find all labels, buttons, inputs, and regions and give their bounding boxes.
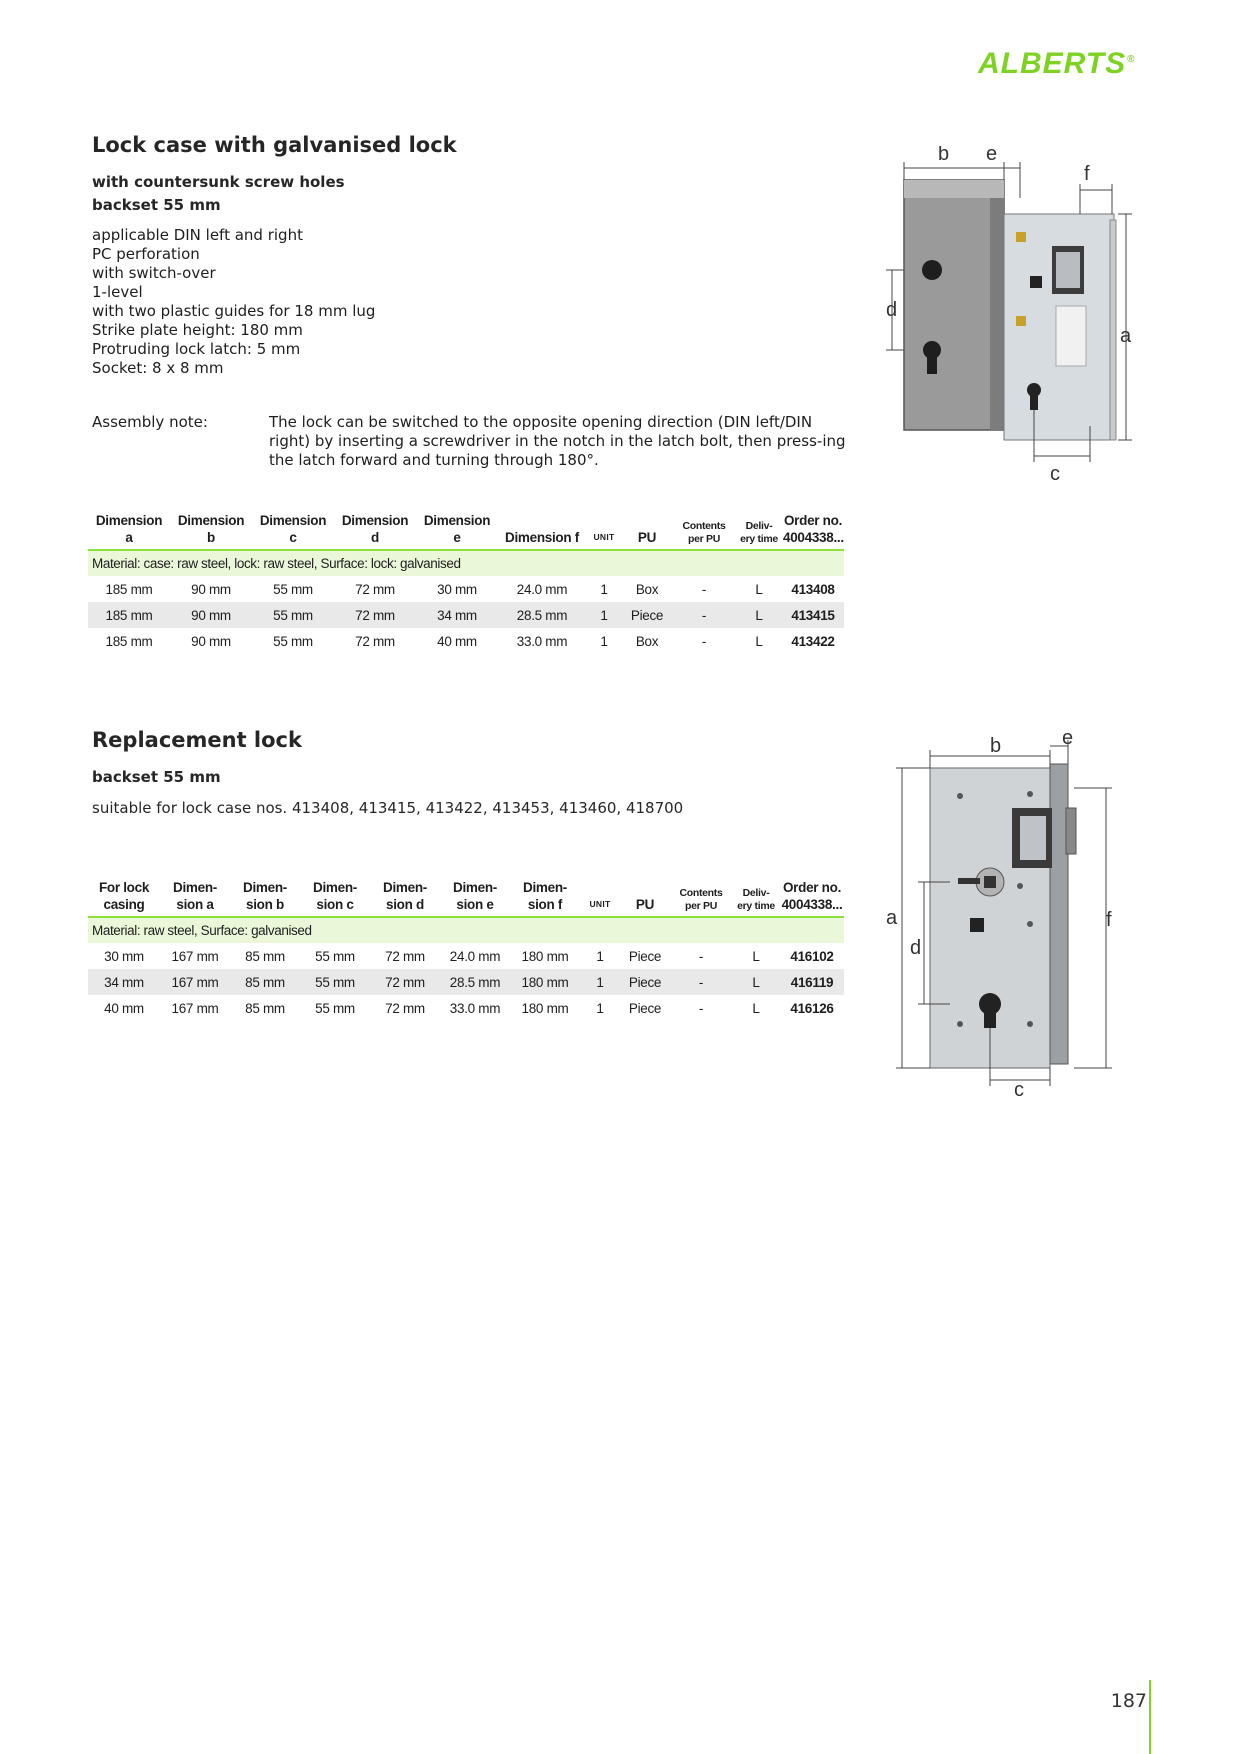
- table-row: [88, 576, 844, 602]
- cell-a: 167 mm: [171, 948, 219, 964]
- cell-delivery: L: [736, 602, 782, 628]
- col-contents: Contents per PU: [682, 520, 726, 545]
- dim-label-a: a: [886, 907, 898, 929]
- cell-for: 34 mm: [88, 969, 160, 995]
- material-row: [88, 917, 844, 943]
- col-unit: UNIT: [589, 899, 611, 909]
- brand-logo: [978, 47, 1148, 87]
- col-unit: UNIT: [593, 532, 615, 542]
- feature-list: [92, 226, 375, 378]
- dim-label-a: a: [1120, 325, 1132, 347]
- col-delivery: Deliv- ery time: [737, 887, 775, 912]
- material-row: [88, 550, 844, 576]
- col-for-lock-casing: For lock casing: [98, 880, 150, 912]
- cell-unit: 1: [580, 969, 620, 995]
- dim-label-b: b: [990, 735, 1002, 757]
- cell-f: 180 mm: [521, 1000, 569, 1016]
- cell-c: 55 mm: [273, 633, 313, 649]
- cell-contents: -: [672, 602, 736, 628]
- cell-unit: 1: [600, 633, 608, 649]
- dim-label-d: d: [886, 299, 898, 321]
- cell-order-no: 416119: [780, 969, 844, 995]
- cell-unit: 1: [596, 948, 604, 964]
- cell-b: 85 mm: [245, 1000, 285, 1016]
- cell-pu: Piece: [620, 969, 670, 995]
- registered-mark: ®: [1127, 54, 1136, 65]
- material-text: Material: raw steel, Surface: galvanised: [88, 917, 844, 943]
- cell-f: 180 mm: [521, 948, 569, 964]
- feature-item: with two plastic guides for 18 mm lug: [92, 302, 376, 320]
- cell-delivery: L: [752, 1000, 760, 1016]
- cell-a: 167 mm: [171, 1000, 219, 1016]
- col-dimension-d: Dimension d: [341, 513, 409, 545]
- cell-delivery: L: [752, 948, 760, 964]
- col-dimension-c: Dimen- sion c: [313, 880, 357, 912]
- cell-d: 72 mm: [334, 602, 416, 628]
- cell-order-no: 413415: [782, 602, 844, 628]
- cell-b: 90 mm: [170, 602, 252, 628]
- assembly-note-label: Assembly note:: [92, 413, 208, 431]
- cell-pu: Piece: [628, 1000, 662, 1016]
- dim-label-c: c: [1014, 1079, 1024, 1100]
- cell-d: 72 mm: [385, 1000, 425, 1016]
- cell-contents: -: [698, 948, 704, 964]
- col-delivery: Deliv- ery time: [740, 520, 778, 545]
- cell-f: 33.0 mm: [516, 633, 568, 649]
- subtitle-backset: backset 55 mm: [92, 196, 221, 214]
- subtitle-backset: backset 55 mm: [92, 768, 221, 786]
- feature-item: applicable DIN left and right: [92, 226, 303, 244]
- dim-label-b: b: [938, 146, 950, 165]
- brand-name: ALBERTS: [978, 47, 1127, 80]
- cell-e: 28.5 mm: [440, 969, 510, 995]
- assembly-note-text: The lock can be switched to the opposite opening direction (DIN left/DIN right) by inserting a screwdriver in the notch in the latch bolt, then press-ing the latch forward and turning through 180°.: [269, 413, 846, 469]
- cell-pu: Piece: [622, 602, 672, 628]
- dim-label-d: d: [910, 937, 922, 959]
- feature-item: 1-level: [92, 283, 143, 301]
- cell-c: 55 mm: [315, 948, 355, 964]
- subtitle-countersunk: with countersunk screw holes: [92, 173, 345, 191]
- dim-label-f: f: [1084, 163, 1090, 185]
- lock-case-spec-table: [88, 512, 844, 654]
- lock-case-drawing: [880, 146, 1142, 486]
- feature-item: Protruding lock latch: 5 mm: [92, 340, 301, 358]
- cell-pu: Piece: [628, 948, 662, 964]
- replacement-lock-drawing: [880, 728, 1142, 1100]
- cell-order-no: 416126: [790, 1000, 834, 1016]
- cell-b: 85 mm: [230, 969, 300, 995]
- cell-f: 180 mm: [510, 969, 580, 995]
- replacement-lock-spec-table: [88, 879, 844, 1021]
- cell-b: 90 mm: [191, 581, 231, 597]
- dim-label-e: e: [986, 146, 998, 165]
- col-dimension-a: Dimen- sion a: [173, 880, 217, 912]
- cell-a: 185 mm: [105, 581, 153, 597]
- col-pu: PU: [635, 897, 655, 912]
- table-header-row: [88, 512, 844, 550]
- feature-item: Socket: 8 x 8 mm: [92, 359, 224, 377]
- col-dimension-f: Dimen- sion f: [523, 880, 567, 912]
- cell-d: 72 mm: [385, 948, 425, 964]
- cell-a: 167 mm: [160, 969, 230, 995]
- col-order-no: Order no. 4004338...: [783, 513, 844, 545]
- cell-delivery: L: [755, 581, 763, 597]
- page-number: 187: [1110, 1690, 1147, 1712]
- cell-pu: Box: [635, 581, 659, 597]
- cell-c: 55 mm: [252, 602, 334, 628]
- cell-delivery: L: [732, 969, 780, 995]
- table-row: [88, 969, 844, 995]
- cell-c: 55 mm: [300, 969, 370, 995]
- cell-contents: -: [701, 633, 707, 649]
- cell-contents: -: [701, 581, 707, 597]
- dim-label-e: e: [1062, 728, 1074, 749]
- feature-item: PC perforation: [92, 245, 200, 263]
- col-dimension-d: Dimen- sion d: [383, 880, 427, 912]
- col-contents: Contents per PU: [679, 887, 723, 912]
- col-dimension-a: Dimension a: [95, 513, 163, 545]
- feature-item: Strike plate height: 180 mm: [92, 321, 303, 339]
- cell-unit: 1: [596, 1000, 604, 1016]
- material-text: Material: case: raw steel, lock: raw steel, Surface: lock: galvanised: [88, 550, 844, 576]
- table-row: [88, 628, 844, 654]
- cell-order-no: 416102: [790, 948, 834, 964]
- cell-order-no: 413408: [791, 581, 835, 597]
- cell-for: 30 mm: [104, 948, 144, 964]
- cell-d: 72 mm: [355, 633, 395, 649]
- section-title-replacement-lock: Replacement lock: [92, 728, 302, 752]
- cell-c: 55 mm: [273, 581, 313, 597]
- dim-label-c: c: [1050, 463, 1060, 485]
- col-pu: PU: [637, 530, 657, 545]
- cell-d: 72 mm: [370, 969, 440, 995]
- cell-pu: Box: [635, 633, 659, 649]
- cell-d: 72 mm: [355, 581, 395, 597]
- table-header-row: [88, 879, 844, 917]
- col-order-no: Order no. 4004338...: [781, 880, 843, 912]
- table-row: [88, 995, 844, 1021]
- cell-c: 55 mm: [315, 1000, 355, 1016]
- col-dimension-b: Dimen- sion b: [243, 880, 287, 912]
- cell-e: 33.0 mm: [449, 1000, 501, 1016]
- suitable-for-text: suitable for lock case nos. 413408, 413415, 413422, 413453, 413460, 418700: [92, 799, 684, 817]
- cell-a: 185 mm: [105, 633, 153, 649]
- cell-contents: -: [670, 969, 732, 995]
- cell-b: 90 mm: [191, 633, 231, 649]
- dim-label-f: f: [1106, 909, 1112, 931]
- col-dimension-f: Dimension f: [505, 530, 579, 545]
- feature-item: with switch-over: [92, 264, 216, 282]
- cell-order-no: 413422: [791, 633, 835, 649]
- cell-e: 34 mm: [416, 602, 498, 628]
- col-dimension-e: Dimension e: [423, 513, 491, 545]
- page-number-accent-bar: [1149, 1680, 1151, 1754]
- cell-e: 24.0 mm: [449, 948, 501, 964]
- table-row: [88, 602, 844, 628]
- cell-f: 28.5 mm: [498, 602, 586, 628]
- table-row: [88, 943, 844, 969]
- cell-unit: 1: [600, 581, 608, 597]
- cell-a: 185 mm: [88, 602, 170, 628]
- cell-e: 40 mm: [437, 633, 477, 649]
- cell-delivery: L: [755, 633, 763, 649]
- cell-e: 30 mm: [437, 581, 477, 597]
- cell-f: 24.0 mm: [516, 581, 568, 597]
- col-dimension-c: Dimension c: [259, 513, 327, 545]
- cell-contents: -: [698, 1000, 704, 1016]
- cell-for: 40 mm: [104, 1000, 144, 1016]
- col-dimension-e: Dimen- sion e: [453, 880, 497, 912]
- cell-b: 85 mm: [245, 948, 285, 964]
- col-dimension-b: Dimension b: [177, 513, 245, 545]
- cell-unit: 1: [586, 602, 622, 628]
- section-title-lock-case: Lock case with galvanised lock: [92, 133, 457, 157]
